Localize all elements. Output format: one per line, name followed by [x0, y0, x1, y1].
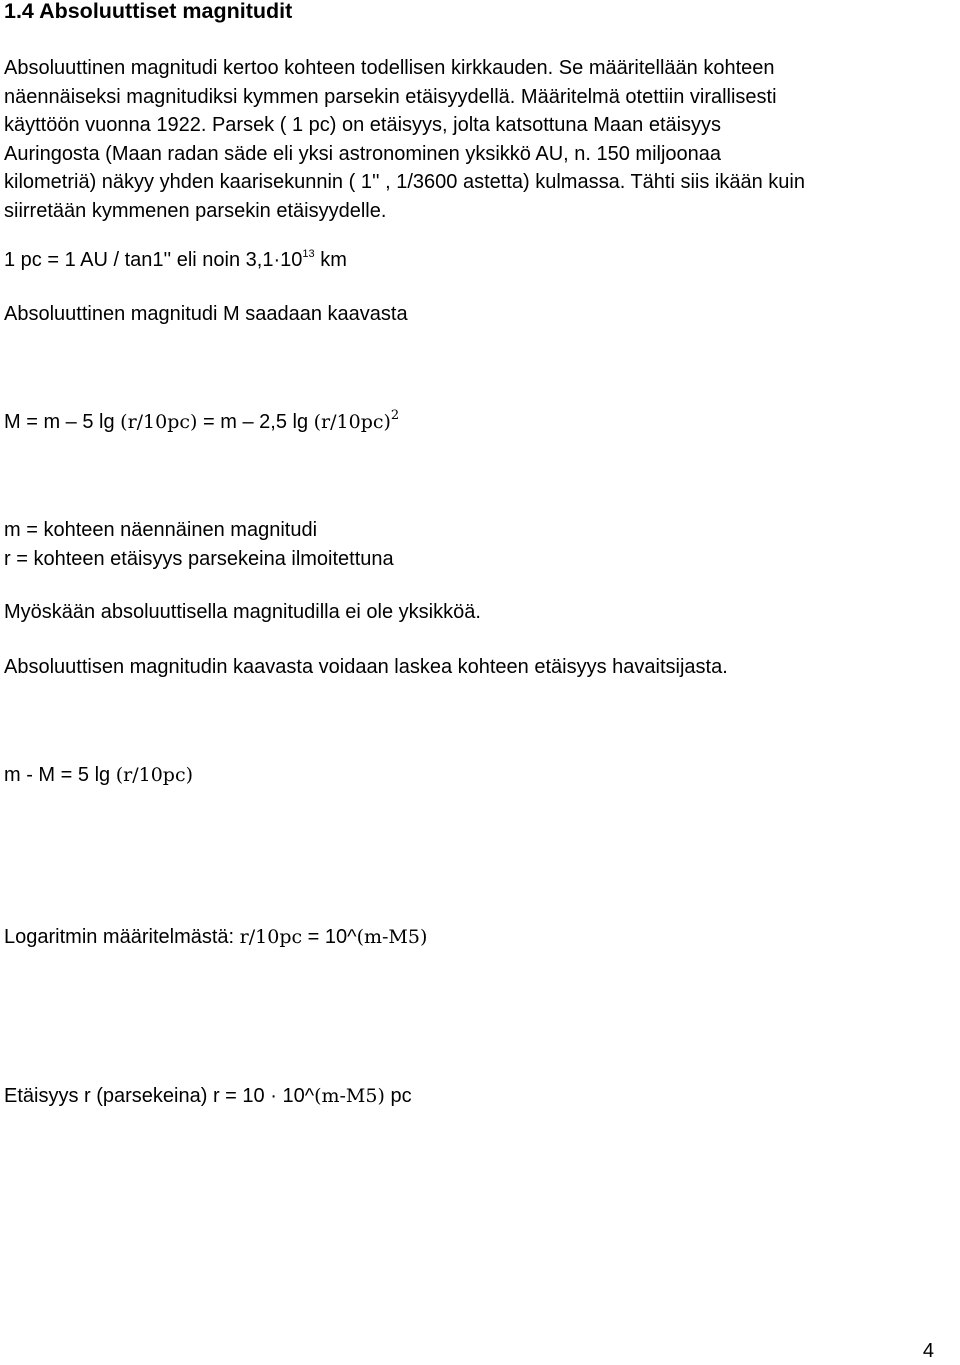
formula4-power: 10^	[276, 1085, 315, 1107]
formula3-equals: = 10^	[302, 926, 357, 948]
multiplication-dot: ·	[273, 249, 281, 271]
intro-line: kilometriä) näkyy yhden kaarisekunnin ( 1'' , 1/3600 astetta) kulmassa. Tähti siis ikään kuin	[4, 171, 805, 193]
intro-line: käyttöön vuonna 1922. Parsek ( 1 pc) on etäisyys, jolta katsottuna Maan etäisyys	[4, 114, 722, 136]
formula2-ratio: (r/10pc)	[115, 764, 193, 786]
formula2-left: m - M = 5 lg	[4, 764, 116, 786]
multiplication-dot: ·	[270, 1085, 277, 1107]
absolute-magnitude-formula	[4, 408, 399, 437]
variable-legend	[4, 516, 394, 573]
formula3-ratio: r/10pc	[239, 926, 303, 948]
power-exponent: 13	[302, 248, 315, 260]
parsec-definition	[4, 246, 347, 275]
distance-modulus-formula	[4, 761, 193, 790]
legend-r: r = kohteen etäisyys parsekeina ilmoitettuna	[4, 547, 394, 570]
formula-intro: Absoluuttinen magnitudi M saadaan kaavasta	[4, 303, 408, 325]
formula3-label: Logaritmin määritelmästä:	[4, 926, 240, 948]
power-base: 10	[280, 249, 303, 271]
formula3-exponent: (m-M5)	[356, 926, 428, 948]
intro-paragraph	[4, 54, 805, 225]
intro-line: Auringosta (Maan radan säde eli yksi astronominen yksikkö AU, n. 150 miljoonaa	[4, 142, 722, 165]
formula4-label: Etäisyys r (parsekeina) r = 10	[4, 1085, 271, 1107]
page-number: 4	[922, 1340, 934, 1362]
intro-line: Absoluuttinen magnitudi kertoo kohteen todellisen kirkkauden. Se määritellään kohteen	[4, 57, 775, 79]
intro-line: siirretään kymmenen parsekin etäisyydelle.	[4, 199, 387, 222]
distance-note: Absoluuttisen magnitudin kaavasta voidaan laskea kohteen etäisyys havaitsijasta.	[4, 656, 728, 678]
formula4-unit: pc	[384, 1085, 412, 1107]
distance-unit: km	[320, 249, 347, 271]
distance-ratio-squared: (r/10pc)	[313, 411, 391, 433]
distance-ratio: (r/10pc)	[120, 411, 198, 433]
formula-middle-part: = m – 2,5 lg	[197, 411, 314, 433]
formula4-exponent: (m-M5)	[314, 1085, 385, 1107]
distance-formula	[4, 1082, 412, 1111]
parsec-definition-text: 1 pc = 1 AU / tan1'' eli noin 3,1	[4, 249, 274, 271]
unitless-note: Myöskään absoluuttisella magnitudilla ei ole yksikköä.	[4, 601, 481, 623]
logarithm-definition-formula	[4, 923, 427, 952]
legend-m: m = kohteen näennäinen magnitudi	[4, 519, 318, 541]
section-title: 1.4 Absoluuttiset magnitudit	[4, 0, 293, 23]
intro-line: näennäiseksi magnitudiksi kymmen parsekin etäisyydellä. Määritelmä otettiin virallisesti	[4, 85, 777, 108]
formula-left-part: M = m – 5 lg	[4, 411, 121, 433]
square-exponent: 2	[390, 408, 400, 423]
